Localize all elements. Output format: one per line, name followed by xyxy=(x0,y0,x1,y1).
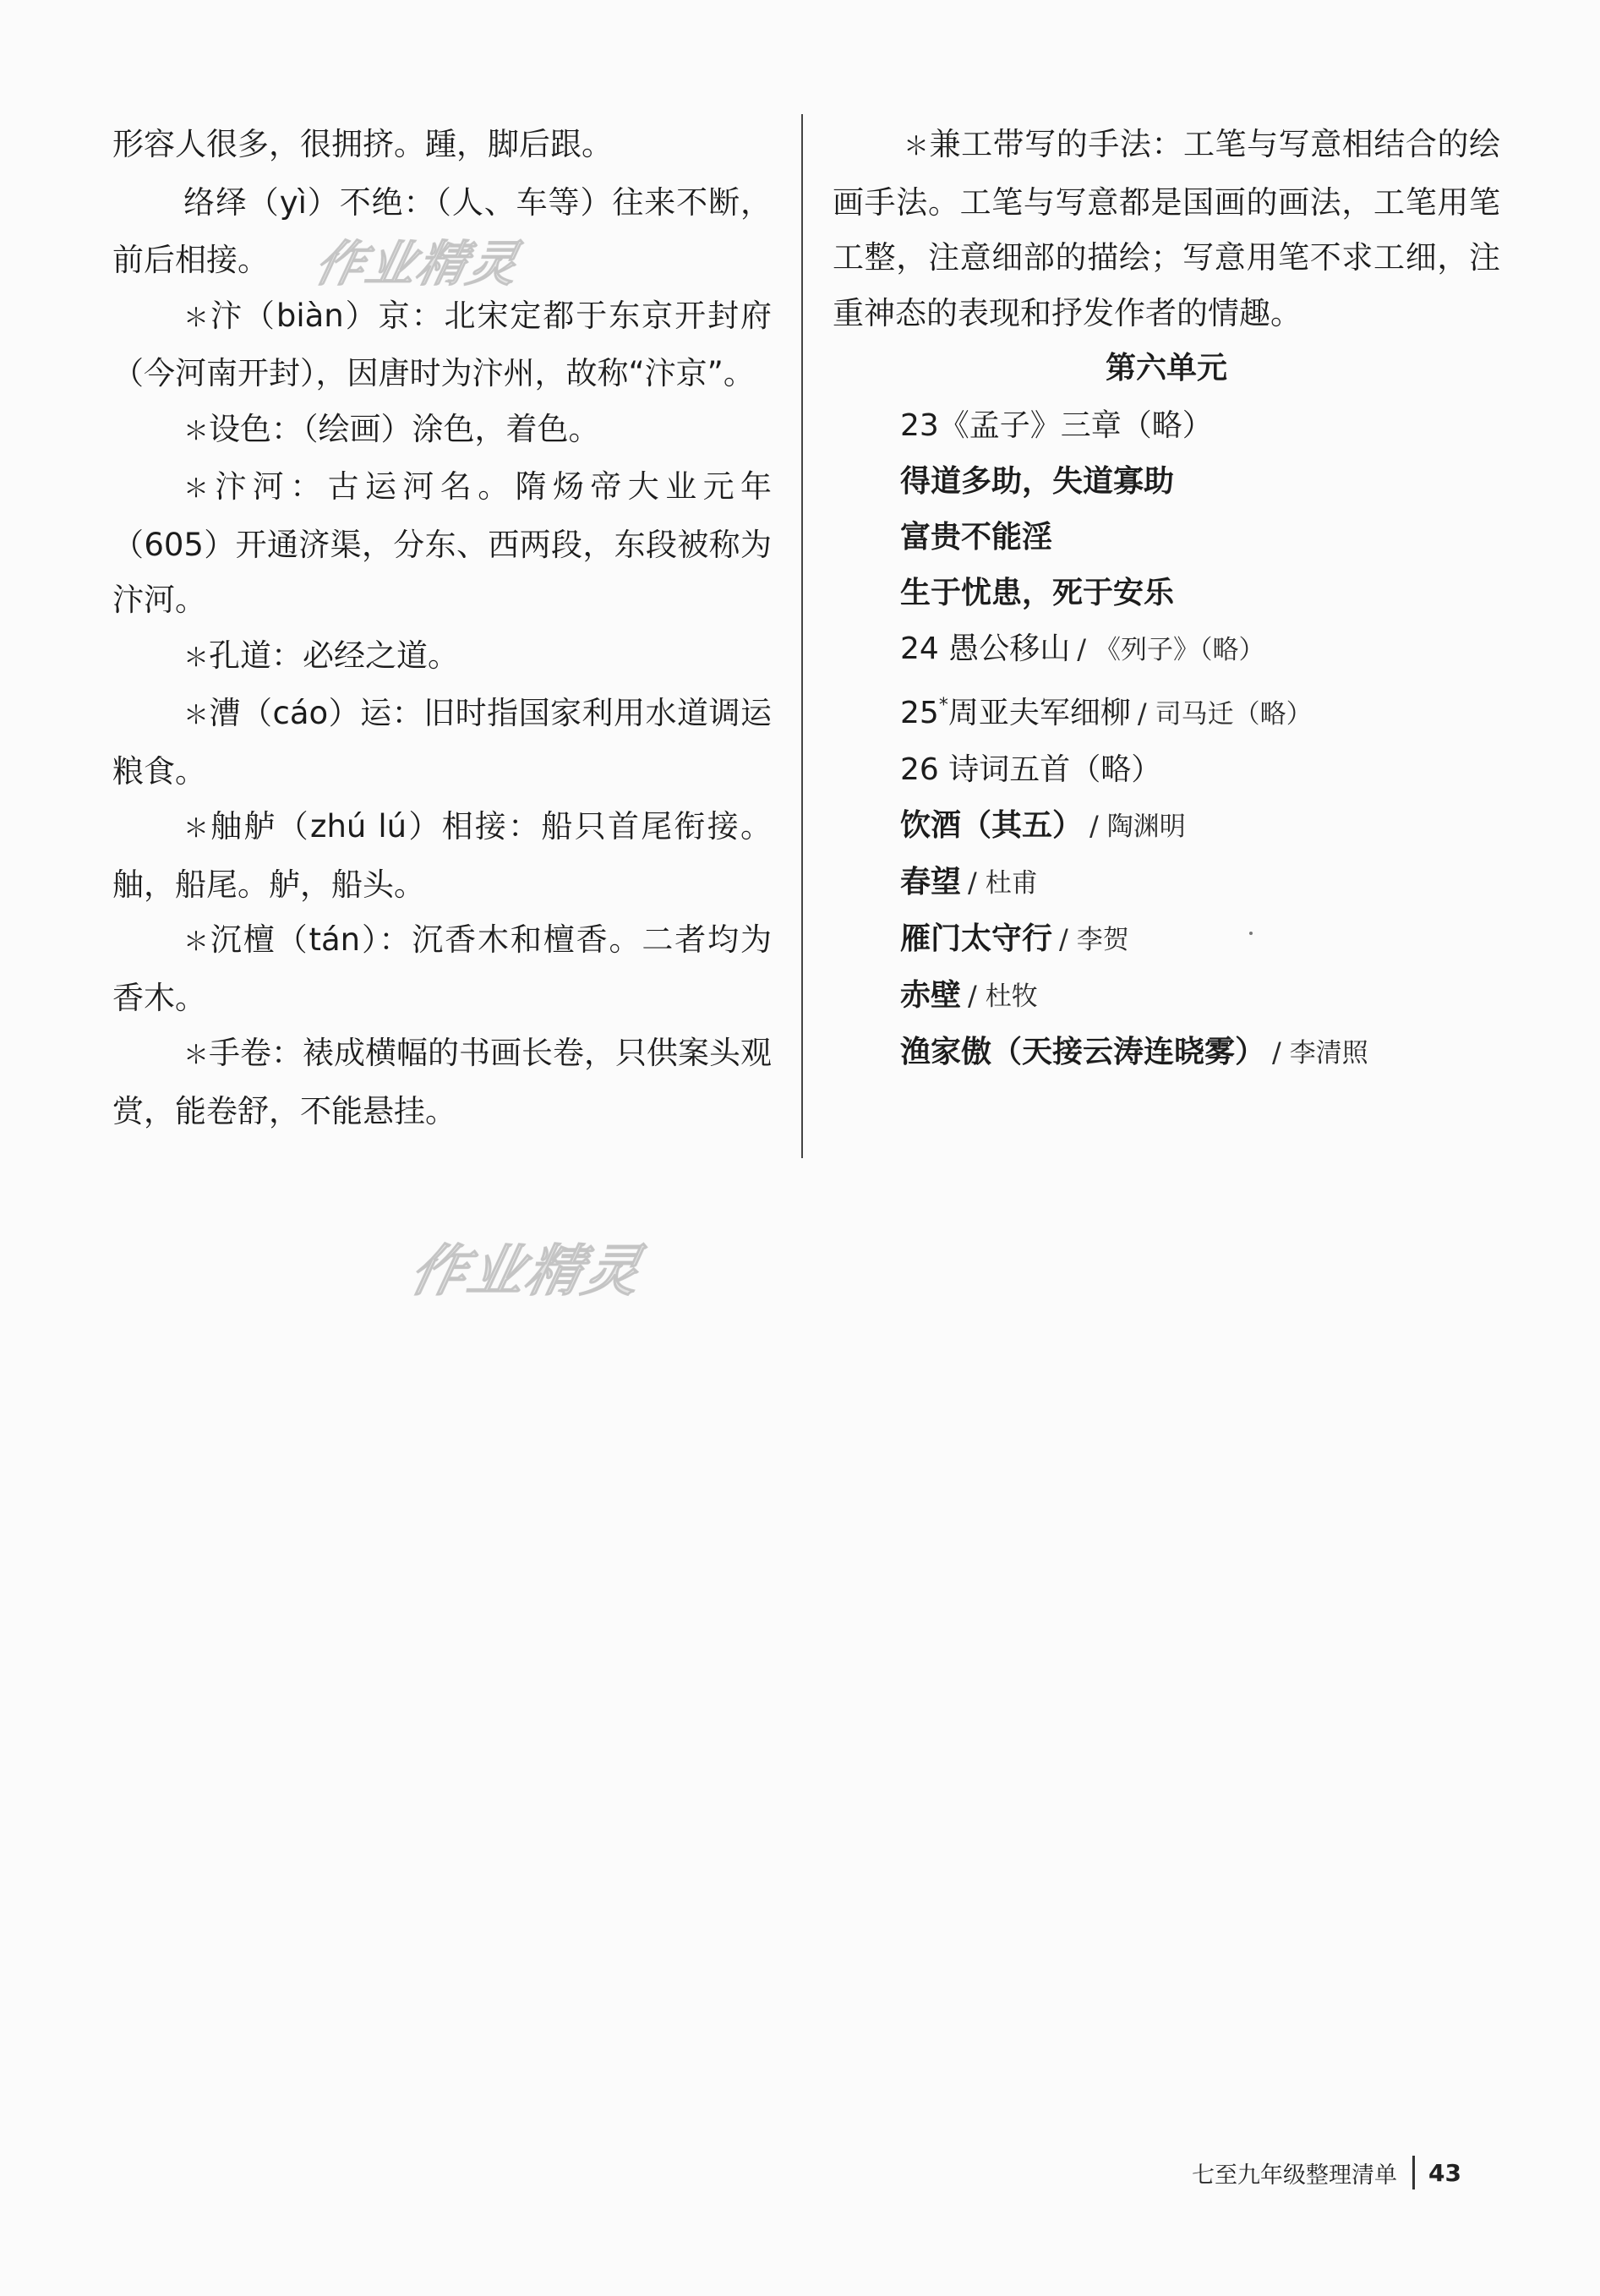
toc-item xyxy=(833,510,1500,566)
toc-title: 富贵不能淫 xyxy=(900,520,1053,555)
column-divider xyxy=(801,114,803,1158)
note-paragraph xyxy=(833,117,1500,341)
toc-item xyxy=(833,678,1500,742)
page-footer xyxy=(1192,2154,1461,2191)
note-paragraph xyxy=(112,288,772,402)
asterisk-marker: ＊ xyxy=(183,701,210,730)
note-text: 沉檀（tán）：沉香木和檀香。二者均为香木。 xyxy=(112,921,772,1016)
toc-author: 杜甫 xyxy=(985,868,1038,899)
toc-item xyxy=(833,1025,1500,1081)
slash-separator: / xyxy=(1272,1036,1281,1069)
note-paragraph xyxy=(112,402,772,460)
toc-item xyxy=(833,398,1500,454)
note-paragraph xyxy=(112,686,772,799)
toc-author: 李贺 xyxy=(1076,925,1129,955)
slash-separator: / xyxy=(968,980,977,1012)
toc-item xyxy=(833,454,1500,510)
note-paragraph xyxy=(112,1025,772,1139)
asterisk-superscript: * xyxy=(938,695,948,716)
note-text: 设色：（绘画）涂色，着色。 xyxy=(209,410,600,447)
toc-title: 渔家傲（天接云涛连晓雾） xyxy=(900,1035,1266,1069)
note-paragraph xyxy=(112,459,772,628)
toc-author: 司马迁（略） xyxy=(1155,699,1313,730)
note-paragraph xyxy=(112,799,772,912)
slash-separator: / xyxy=(1137,697,1147,730)
toc-item xyxy=(833,621,1500,678)
toc-title: 生于忧患，死于安乐 xyxy=(900,576,1175,610)
note-text: 汴（biàn）京：北宋定都于东京开封府（今河南开封），因唐时为汴州，故称“汴京”。 xyxy=(112,297,773,391)
page-number: 43 xyxy=(1428,2158,1461,2187)
note-text: 舳舻（zhú lú）相接：船只首尾衔接。舳，船尾。舻，船头。 xyxy=(112,808,773,903)
toc-list xyxy=(833,398,1500,1081)
asterisk-marker: ＊ xyxy=(183,927,210,957)
note-paragraph xyxy=(112,175,772,288)
toc-author: 杜牧 xyxy=(985,981,1038,1012)
note-text: 汴河：古运河名。隋炀帝大业元年（605）开通济渠，分东、西两段，东段被称为汴河。 xyxy=(112,468,773,618)
toc-title: 得道多助，失道寡助 xyxy=(900,464,1175,499)
toc-item xyxy=(833,566,1500,621)
note-text: 手卷：裱成横幅的书画长卷，只供案头观赏，能卷舒，不能悬挂。 xyxy=(112,1035,772,1129)
print-speck xyxy=(1249,932,1253,935)
toc-item xyxy=(833,911,1500,968)
asterisk-marker: ＊ xyxy=(904,132,930,161)
unit-title: 第六单元 xyxy=(1105,351,1227,385)
asterisk-marker: ＊ xyxy=(183,474,216,504)
toc-title: 周亚夫军细柳 xyxy=(947,696,1131,730)
asterisk-marker: ＊ xyxy=(183,416,209,446)
note-paragraph xyxy=(112,912,772,1025)
note-text: 兼工带写的手法：工笔与写意相结合的绘画手法。工笔与写意都是国画的画法，工笔用笔工整，注意细部的描绘；写意用笔不求工细，注重神态的表现和抒发作者的情趣。 xyxy=(833,126,1501,331)
toc-author: 李清照 xyxy=(1289,1038,1368,1069)
asterisk-marker: ＊ xyxy=(183,814,211,844)
watermark: 作业精灵 xyxy=(309,235,526,292)
slash-separator: / xyxy=(1077,633,1087,665)
slash-separator: / xyxy=(1089,810,1099,842)
asterisk-marker: ＊ xyxy=(183,303,210,333)
asterisk-marker: ＊ xyxy=(183,1041,209,1070)
right-column xyxy=(833,117,1500,1081)
toc-author: 陶渊明 xyxy=(1106,812,1186,842)
toc-item xyxy=(833,855,1500,911)
asterisk-marker: ＊ xyxy=(183,642,209,673)
toc-title: 赤壁 xyxy=(900,978,962,1013)
note-text: 形容人很多，很拥挤。踵，脚后跟。 xyxy=(112,126,613,162)
footer-divider xyxy=(1412,2156,1415,2189)
footer-label: 七至九年级整理清单 xyxy=(1192,2162,1397,2189)
note-paragraph xyxy=(112,117,772,175)
toc-title: 26 诗词五首（略） xyxy=(900,752,1162,787)
toc-title: 饮酒（其五） xyxy=(900,808,1084,843)
watermark: 作业精灵 xyxy=(404,1238,648,1304)
note-text: 络绎（yì）不绝：（人、车等）往来不断，前后相接。 xyxy=(112,183,772,278)
left-column xyxy=(112,117,772,1139)
toc-item xyxy=(833,968,1500,1025)
toc-item xyxy=(833,798,1500,855)
note-text: 漕（cáo）运：旧时指国家利用水道调运粮食。 xyxy=(112,695,773,790)
toc-title: 春望 xyxy=(900,865,962,899)
toc-title: 雁门太守行 xyxy=(900,921,1053,956)
toc-author: 《列子》（略） xyxy=(1095,635,1265,665)
toc-number: 25 xyxy=(900,696,939,730)
note-paragraph xyxy=(112,628,772,686)
slash-separator: / xyxy=(1059,923,1068,955)
slash-separator: / xyxy=(968,866,977,899)
toc-title: 24 愚公移山 xyxy=(900,631,1071,666)
note-text: 孔道：必经之道。 xyxy=(209,637,459,674)
toc-title: 23《孟子》三章（略） xyxy=(900,408,1213,443)
toc-item xyxy=(833,742,1500,798)
